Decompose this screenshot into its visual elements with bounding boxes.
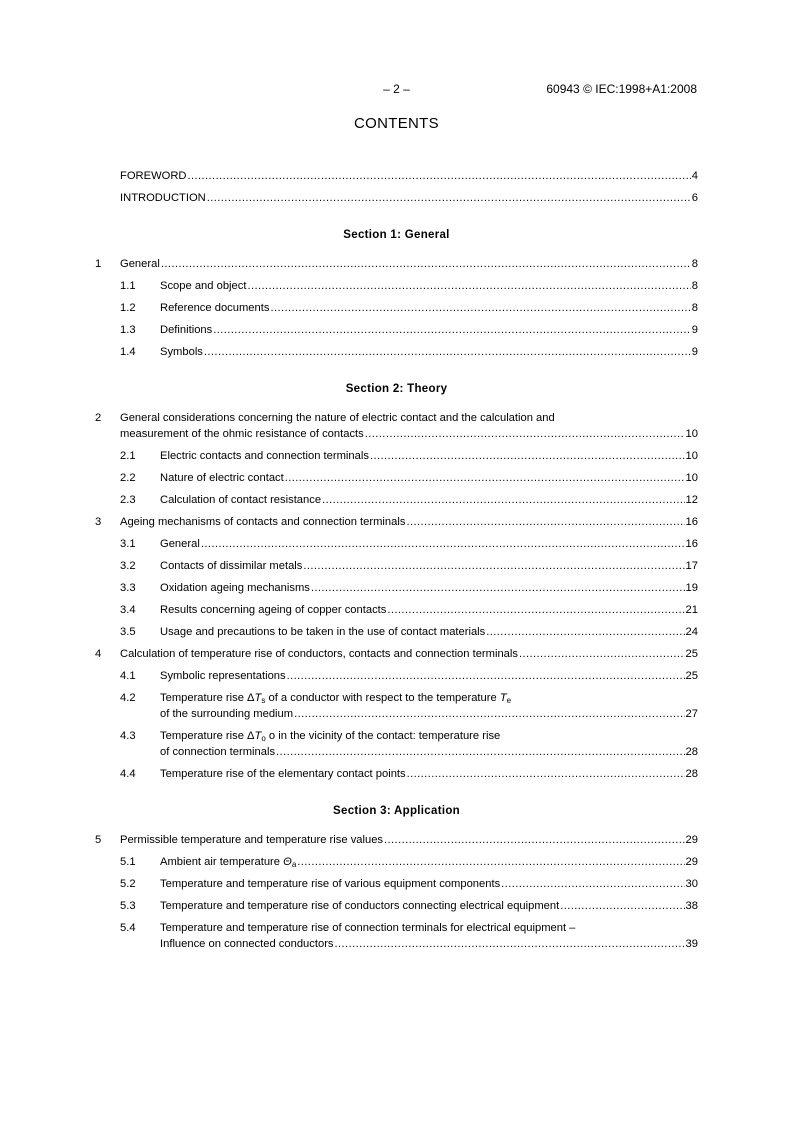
dot-leader (335, 936, 685, 952)
title-segment: measurement of the ohmic resistance of contacts (120, 428, 364, 440)
toc-entry[interactable] (95, 920, 698, 958)
toc-entry[interactable] (95, 536, 698, 558)
entry-number: 3.2 (120, 560, 136, 572)
entry-title (160, 854, 296, 870)
entry-line (160, 344, 698, 360)
title-segment: Contacts of dissimilar metals (160, 560, 303, 572)
entry-title (120, 168, 187, 184)
toc-entry[interactable] (95, 300, 698, 322)
entry-line (160, 448, 698, 464)
toc-entry[interactable] (95, 514, 698, 536)
page-ref[interactable]: 9 (691, 324, 698, 336)
entry-title (160, 322, 212, 338)
dot-leader (294, 706, 684, 722)
toc-entry[interactable] (95, 728, 698, 766)
entry-line (160, 300, 698, 316)
entry-line (120, 514, 698, 530)
entry-number: 3.4 (120, 604, 136, 616)
dot-leader (247, 278, 690, 294)
entry-line (160, 898, 698, 914)
entry-title (160, 898, 559, 914)
page-ref[interactable]: 29 (685, 834, 698, 846)
entry-line (120, 168, 698, 184)
entry-title (160, 470, 284, 486)
page-ref[interactable]: 17 (685, 560, 698, 572)
toc-entry[interactable] (95, 646, 698, 668)
entry-title (160, 706, 293, 722)
dot-leader (270, 300, 690, 316)
entry-line (160, 920, 698, 936)
title-segment: of connection terminals (160, 746, 276, 758)
entry-text (95, 690, 698, 722)
entry-title (160, 876, 500, 892)
entry-text (95, 492, 698, 508)
title-segment: Oxidation ageing mechanisms (160, 582, 310, 594)
title-segment: Temperature rise of the elementary contact points (160, 768, 406, 780)
page-title: CONTENTS (354, 115, 439, 132)
entry-title (160, 580, 310, 596)
entry-number: 3.3 (120, 582, 136, 594)
math-subscript: o (261, 734, 266, 743)
dot-leader (303, 558, 684, 574)
toc-entry[interactable] (95, 344, 698, 366)
title-segment: of the surrounding medium (160, 708, 294, 720)
dot-leader (560, 898, 684, 914)
dot-leader (297, 854, 684, 870)
title-segment: Usage and precautions to be taken in the use of contact materials (160, 626, 486, 638)
dot-leader (370, 448, 685, 464)
entry-line (160, 706, 698, 722)
title-segment: o in the vicinity of the contact: temperature rise (265, 730, 501, 742)
dot-leader (285, 470, 685, 486)
entry-number: 4.1 (120, 670, 136, 682)
entry-title (160, 558, 302, 574)
entry-number: 5.3 (120, 900, 136, 912)
entry-title (160, 668, 286, 684)
page-ref[interactable]: 25 (685, 648, 698, 660)
entry-text (95, 558, 698, 574)
page-ref[interactable]: 4 (691, 170, 698, 182)
title-segment: Reference documents (160, 302, 270, 314)
page-ref[interactable]: 10 (685, 428, 698, 440)
title-segment: Influence on connected conductors (160, 938, 334, 950)
math-symbol: T (254, 692, 262, 704)
entry-text (95, 278, 698, 294)
dot-leader (387, 602, 684, 618)
entry-line (120, 832, 698, 848)
page-ref[interactable]: 38 (685, 900, 698, 912)
entry-text (95, 448, 698, 464)
title-segment: Temperature and temperature rise of conductors connecting electrical equipment (160, 900, 560, 912)
dot-leader (384, 832, 685, 848)
table-of-contents (95, 168, 698, 958)
entry-text (95, 898, 698, 914)
entry-line (160, 690, 698, 706)
dot-leader (311, 580, 685, 596)
entry-title (160, 920, 575, 936)
section-heading: Section 1: General (343, 229, 450, 241)
dot-leader (207, 190, 691, 206)
document-id: 60943 © IEC:1998+A1:2008 (546, 82, 697, 96)
page-ref[interactable]: 16 (685, 538, 698, 550)
entry-number: 2 (95, 412, 102, 424)
title-segment: Temperature and temperature rise of various equipment components (160, 878, 501, 890)
dot-leader (161, 256, 691, 272)
entry-line (120, 646, 698, 662)
title-segment: INTRODUCTION (120, 192, 206, 204)
entry-title (160, 278, 246, 294)
page-ref[interactable]: 24 (685, 626, 698, 638)
entry-text (95, 876, 698, 892)
entry-line (120, 410, 698, 426)
entry-line (160, 536, 698, 552)
page-ref[interactable]: 28 (685, 768, 698, 780)
toc-entry[interactable] (95, 766, 698, 788)
entry-number: 4 (95, 648, 102, 660)
entry-line (160, 492, 698, 508)
entry-number: 1.2 (120, 302, 136, 314)
entry-text (95, 728, 698, 760)
entry-title (160, 344, 203, 360)
toc-entry[interactable] (95, 624, 698, 646)
entry-line (160, 602, 698, 618)
entry-line (160, 936, 698, 952)
entry-text (95, 344, 698, 360)
entry-title (120, 256, 160, 272)
entry-title (120, 832, 383, 848)
dot-leader (406, 514, 684, 530)
math-subscript: s (261, 696, 266, 705)
page-ref[interactable]: 8 (691, 302, 698, 314)
toc-entry[interactable] (95, 854, 698, 876)
page-ref[interactable]: 28 (685, 746, 698, 758)
toc-entry[interactable] (95, 168, 698, 190)
page-ref[interactable]: 8 (691, 280, 698, 292)
entry-line (160, 624, 698, 640)
title-segment: General (120, 258, 160, 270)
toc-entry[interactable] (95, 580, 698, 602)
dot-leader (188, 168, 691, 184)
page-ref[interactable]: 8 (691, 258, 698, 270)
entry-line (160, 728, 698, 744)
page-ref[interactable]: 30 (685, 878, 698, 890)
entry-line (120, 256, 698, 272)
toc-entry[interactable] (95, 492, 698, 514)
entry-line (160, 766, 698, 782)
page-ref[interactable]: 6 (691, 192, 698, 204)
toc-entry[interactable] (95, 190, 698, 212)
entry-title (160, 744, 275, 760)
toc-entry[interactable] (95, 876, 698, 898)
toc-entry[interactable] (95, 256, 698, 278)
entry-text (95, 536, 698, 552)
entry-text (95, 602, 698, 618)
title-segment: General considerations concerning the nature of electric contact and the calculation and (120, 412, 555, 424)
entry-title (160, 690, 511, 706)
entry-number: 4.3 (120, 730, 136, 742)
entry-line (160, 278, 698, 294)
entry-line (160, 580, 698, 596)
math-symbol: T (254, 730, 262, 742)
dot-leader (501, 876, 684, 892)
entry-title (120, 190, 206, 206)
title-segment: Electric contacts and connection terminals (160, 450, 369, 462)
entry-title (160, 624, 485, 640)
title-segment: Temperature rise Δ (160, 730, 255, 742)
entry-number: 2.2 (120, 472, 136, 484)
entry-title (160, 492, 321, 508)
dot-leader (365, 426, 685, 442)
entry-text (95, 854, 698, 870)
title-segment: Ageing mechanisms of contacts and connection terminals (120, 516, 406, 528)
entry-line (160, 470, 698, 486)
title-segment: Results concerning ageing of copper contacts (160, 604, 387, 616)
title-segment: Permissible temperature and temperature rise values (120, 834, 384, 846)
math-symbol: T (499, 692, 507, 704)
title-segment: Ambient air temperature (160, 856, 284, 868)
entry-line (120, 426, 698, 442)
entry-line (160, 854, 698, 870)
title-segment: Symbolic representations (160, 670, 286, 682)
entry-line (120, 190, 698, 206)
toc-entry[interactable] (95, 832, 698, 854)
entry-text (95, 470, 698, 486)
title-segment: General (160, 538, 200, 550)
math-subscript: e (506, 696, 512, 705)
entry-title (160, 728, 500, 744)
section-heading: Section 2: Theory (345, 383, 448, 395)
entry-number: 2.1 (120, 450, 136, 462)
toc-entry[interactable] (95, 410, 698, 448)
toc-entry[interactable] (95, 322, 698, 344)
entry-text (95, 646, 698, 662)
page-ref[interactable]: 19 (685, 582, 698, 594)
entry-text (95, 300, 698, 316)
entry-text (95, 624, 698, 640)
entry-title (120, 410, 555, 426)
page-ref[interactable]: 21 (685, 604, 698, 616)
entry-text (95, 580, 698, 596)
toc-entry[interactable] (95, 448, 698, 470)
entry-number: 4.2 (120, 692, 136, 704)
page-ref[interactable]: 27 (685, 708, 698, 720)
entry-text (95, 920, 698, 952)
entry-text (95, 832, 698, 848)
title-segment: Symbols (160, 346, 203, 358)
entry-number: 5.1 (120, 856, 136, 868)
page-ref[interactable]: 9 (691, 346, 698, 358)
entry-title (120, 514, 405, 530)
toc-entry[interactable] (95, 602, 698, 624)
entry-text (95, 322, 698, 338)
title-segment: Temperature rise Δ (160, 692, 255, 704)
title-segment: Calculation of contact resistance (160, 494, 322, 506)
entry-line (160, 744, 698, 760)
entry-title (160, 766, 406, 782)
entry-text (95, 410, 698, 442)
entry-number: 1.1 (120, 280, 136, 292)
page-ref[interactable]: 10 (685, 450, 698, 462)
dot-leader (519, 646, 685, 662)
dot-leader (322, 492, 684, 508)
dot-leader (287, 668, 685, 684)
toc-entry[interactable] (95, 898, 698, 920)
entry-number: 5.4 (120, 922, 136, 934)
entry-title (120, 646, 518, 662)
entry-title (160, 536, 200, 552)
entry-title (160, 448, 369, 464)
entry-title (160, 300, 269, 316)
math-symbol: Θ (283, 856, 292, 868)
entry-number: 3.1 (120, 538, 136, 550)
section-heading: Section 3: Application (333, 805, 460, 817)
entry-number: 2.3 (120, 494, 136, 506)
entry-number: 4.4 (120, 768, 136, 780)
toc-entry[interactable] (95, 690, 698, 728)
entry-text (95, 190, 698, 206)
toc-entry[interactable] (95, 470, 698, 492)
entry-line (160, 876, 698, 892)
title-segment: FOREWORD (120, 170, 187, 182)
entry-text (95, 256, 698, 272)
entry-number: 5 (95, 834, 102, 846)
entry-title (160, 602, 386, 618)
entry-number: 3.5 (120, 626, 136, 638)
entry-title (160, 936, 334, 952)
title-segment: of a conductor with respect to the temperature (265, 692, 500, 704)
entry-text (95, 668, 698, 684)
entry-text (95, 514, 698, 530)
entry-number: 3 (95, 516, 102, 528)
title-segment: Scope and object (160, 280, 247, 292)
entry-number: 1.3 (120, 324, 136, 336)
page-ref[interactable]: 10 (685, 472, 698, 484)
entry-line (160, 668, 698, 684)
page-number: – 2 – (383, 82, 410, 96)
page-ref[interactable]: 12 (685, 494, 698, 506)
dot-leader (204, 344, 691, 360)
dot-leader (276, 744, 685, 760)
toc-entry[interactable] (95, 558, 698, 580)
entry-number: 5.2 (120, 878, 136, 890)
entry-text (95, 168, 698, 184)
title-segment: Definitions (160, 324, 213, 336)
entry-text (95, 766, 698, 782)
toc-entry[interactable] (95, 668, 698, 690)
title-segment: Nature of electric contact (160, 472, 284, 484)
dot-leader (486, 624, 684, 640)
page-ref[interactable]: 25 (685, 670, 698, 682)
dot-leader (407, 766, 685, 782)
page-ref[interactable]: 16 (685, 516, 698, 528)
math-subscript: a (291, 860, 297, 869)
entry-title (120, 426, 364, 442)
entry-number: 1 (95, 258, 102, 270)
page-ref[interactable]: 39 (685, 938, 698, 950)
entry-line (160, 322, 698, 338)
title-segment: Temperature and temperature rise of connection terminals for electrical equipment – (160, 922, 576, 934)
page-ref[interactable]: 29 (685, 856, 698, 868)
toc-entry[interactable] (95, 278, 698, 300)
title-segment: Calculation of temperature rise of conductors, contacts and connection terminals (120, 648, 518, 660)
entry-line (160, 558, 698, 574)
entry-number: 1.4 (120, 346, 136, 358)
dot-leader (213, 322, 691, 338)
dot-leader (201, 536, 685, 552)
